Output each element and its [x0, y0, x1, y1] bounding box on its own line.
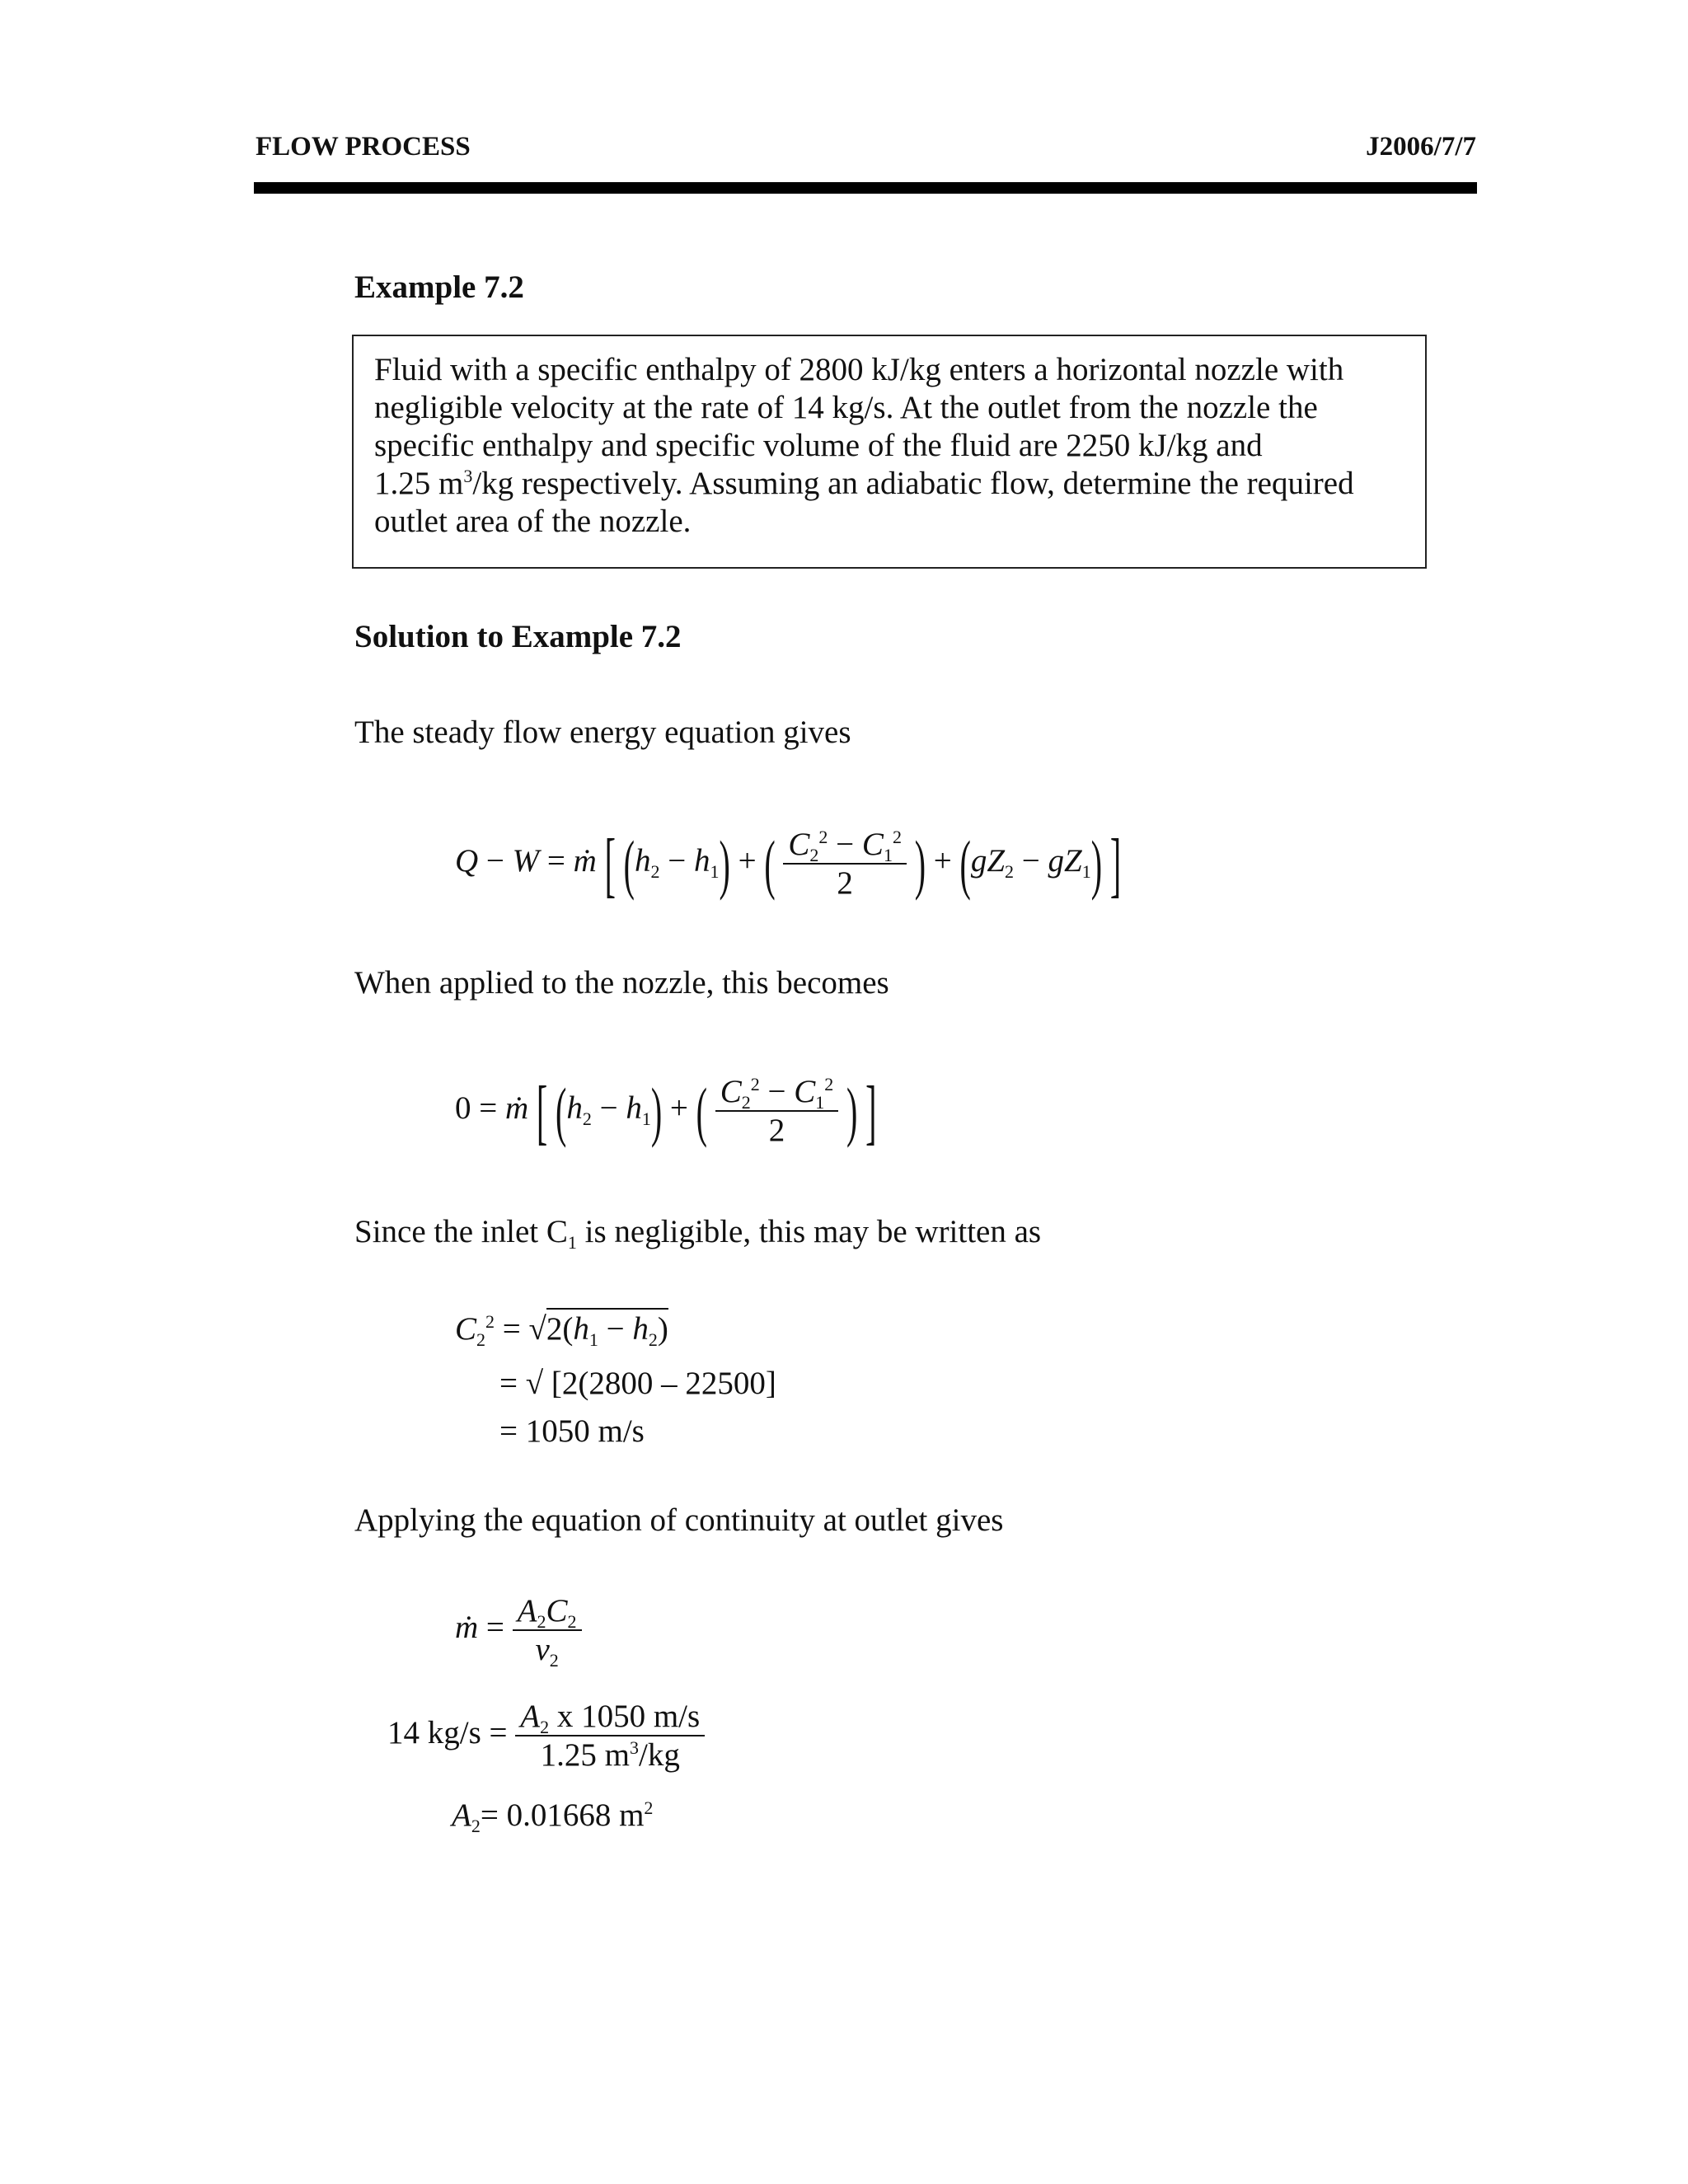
paragraph: When applied to the nozzle, this becomes: [354, 965, 889, 1001]
nozzle-equation: 0 = ṁ [ $(h_2 - h_1)$ + ( $\frac{C_2^2 - C_1^2}{2}$ ) ]: [455, 1070, 877, 1152]
continuity-equation: ṁ = $\frac{A_2C_2}{v_2}$: [455, 1592, 582, 1668]
continuity-substitution: 14 kg/s = $\frac{A_2 x 1050 m/s}{1.25 m^3/kg}$: [387, 1698, 705, 1774]
problem-line: negligible velocity at the rate of 14 kg/s. At the outlet from the nozzle the: [374, 390, 1318, 425]
velocity-equation: $C_2^2 = √2(h_1 - h_2)$: [455, 1310, 668, 1347]
problem-line: outlet area of the nozzle.: [374, 504, 692, 539]
problem-line: Fluid with a specific enthalpy of 2800 kJ/kg enters a horizontal nozzle with: [374, 352, 1344, 387]
velocity-step: = √ [2(2800 – 22500]: [499, 1366, 776, 1401]
paragraph: Applying the equation of continuity at outlet gives: [354, 1502, 1004, 1538]
velocity-result: = 1050 m/s: [499, 1413, 645, 1449]
header-rule: [254, 182, 1477, 194]
example-title: Example 7.2: [354, 269, 524, 305]
paragraph: Since the inlet $C_1$ is negligible, this may be written as: [354, 1214, 1042, 1253]
sfee-equation: Q − W = ṁ [ $(h_2 - h_1)$ + ( $\frac{C_2^2 - C_1^2}{2}$ ) + $(gZ_2 - gZ_1)$ ]: [455, 823, 1122, 905]
header-title: FLOW PROCESS: [256, 132, 471, 162]
problem-line: 1.25 $m^3/kg$ respectively. Assuming an adiabatic flow, determine the required: [374, 466, 1354, 501]
header-page-ref: J2006/7/7: [1366, 132, 1476, 162]
paragraph: The steady flow energy equation gives: [354, 715, 851, 750]
solution-title: Solution to Example 7.2: [354, 619, 682, 654]
problem-line: specific enthalpy and specific volume of the fluid are 2250 kJ/kg and: [374, 428, 1263, 463]
problem-statement-box: [352, 335, 1427, 569]
area-result: $A_2= 0.01668$ $m^2$: [452, 1797, 654, 1836]
